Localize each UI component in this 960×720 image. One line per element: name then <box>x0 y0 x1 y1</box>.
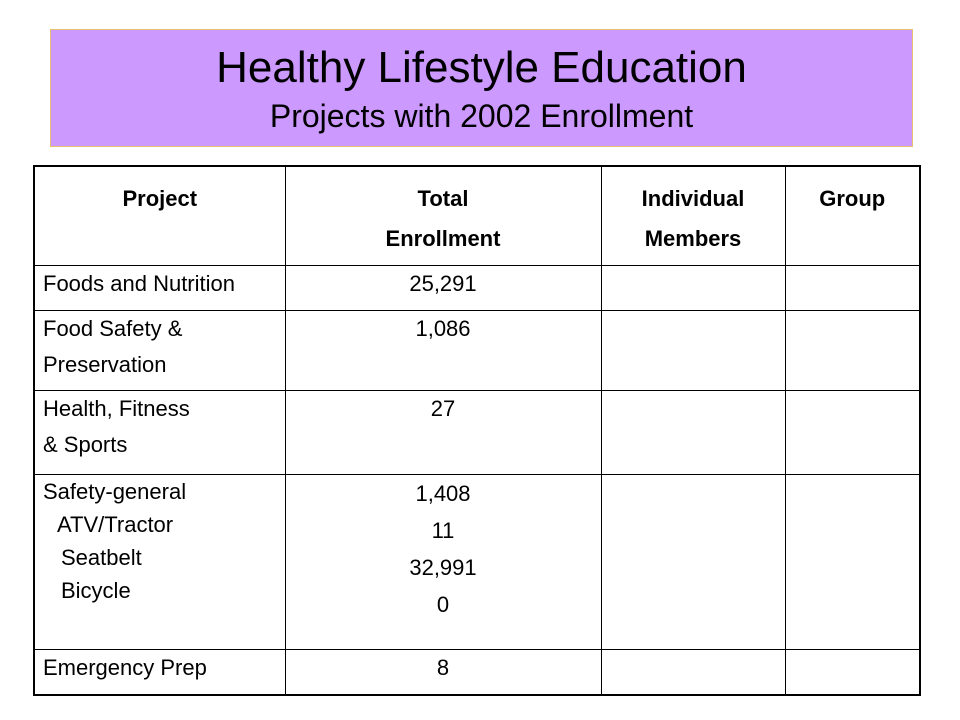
header-individual-line1: Individual <box>641 186 745 211</box>
group-cell <box>785 265 920 310</box>
table-row <box>34 265 920 310</box>
sub-project-name: ATV/Tractor <box>57 511 174 537</box>
table-row <box>34 390 920 474</box>
total-enrollment-cell <box>285 265 601 310</box>
project-name: Emergency Prep <box>43 654 207 680</box>
table-row <box>34 649 920 695</box>
total-enrollment-cell <box>285 474 601 649</box>
individual-members-cell <box>601 474 785 649</box>
project-cell <box>34 474 285 649</box>
total-value: 8 <box>436 654 450 680</box>
total-enrollment-cell <box>285 649 601 695</box>
project-cell <box>34 649 285 695</box>
project-name-cont: Preservation <box>43 351 167 377</box>
header-total-line2: Enrollment <box>385 226 501 251</box>
sub-project-name: Bicycle <box>61 577 131 603</box>
total-enrollment-cell <box>285 390 601 474</box>
page-title: Healthy Lifestyle Education <box>216 43 747 92</box>
project-name: Health, Fitness <box>43 395 190 421</box>
header-individual-members <box>601 166 785 265</box>
table-header-row <box>34 166 920 265</box>
sub-project-name: Seatbelt <box>61 544 142 570</box>
total-value: 1,086 <box>415 315 471 341</box>
group-cell <box>785 474 920 649</box>
title-banner <box>50 29 913 147</box>
individual-members-cell <box>601 390 785 474</box>
total-value: 1,408 <box>415 480 471 506</box>
header-total-enrollment <box>285 166 601 265</box>
total-value: 27 <box>430 395 456 421</box>
project-cell <box>34 265 285 310</box>
project-cell <box>34 310 285 390</box>
group-cell <box>785 390 920 474</box>
header-individual-line2: Members <box>644 226 742 251</box>
project-name: Foods and Nutrition <box>43 270 235 296</box>
table-row <box>34 310 920 390</box>
group-cell <box>785 310 920 390</box>
total-value: 0 <box>436 591 450 617</box>
total-value: 11 <box>431 517 455 543</box>
total-enrollment-cell <box>285 310 601 390</box>
total-value: 25,291 <box>409 270 477 296</box>
page-subtitle: Projects with 2002 Enrollment <box>269 98 694 134</box>
header-total-line1: Total <box>417 186 469 211</box>
total-value: 32,991 <box>409 554 477 580</box>
project-name: Food Safety & <box>43 315 183 341</box>
individual-members-cell <box>601 310 785 390</box>
project-cell <box>34 390 285 474</box>
table-row <box>34 474 920 649</box>
enrollment-table <box>33 165 921 696</box>
header-group: Group <box>785 166 920 265</box>
group-cell <box>785 649 920 695</box>
project-name: Safety-general <box>43 478 187 504</box>
header-project: Project <box>34 166 285 265</box>
project-name-cont: & Sports <box>43 431 128 457</box>
individual-members-cell <box>601 649 785 695</box>
individual-members-cell <box>601 265 785 310</box>
